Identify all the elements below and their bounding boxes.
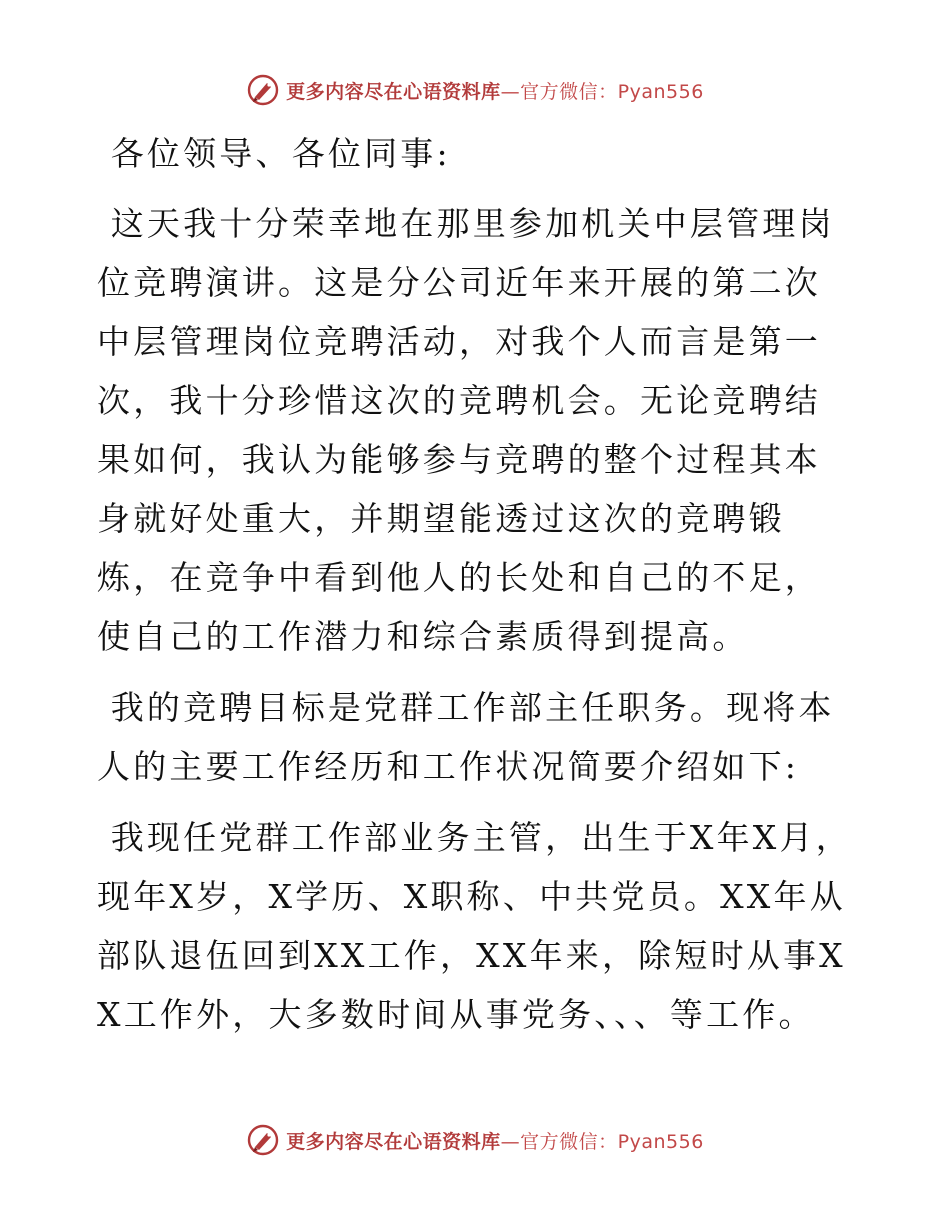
pen-nib-logo-icon: [246, 73, 280, 107]
document-body: [97, 124, 857, 1044]
paragraph: 我现任党群工作部业务主管，出生于X年X月，现年X岁，X学历、X职称、中共党员。XX年从部队退伍回到XX工作，XX年来，除短时从事XX工作外，大多数时间从事党务、、、等工作。: [97, 818, 852, 1034]
paragraph: 我的竞聘目标是党群工作部主任职务。现将本人的主要工作经历和工作状况简要介绍如下:: [97, 688, 835, 786]
watermark-footer: [0, 1120, 950, 1160]
salutation: 各位领导、各位同事:: [97, 134, 451, 173]
watermark-text: 更多内容尽在心语资料库—官方微信：Pyan556: [286, 80, 704, 103]
watermark-text: 更多内容尽在心语资料库—官方微信：Pyan556: [286, 1130, 704, 1153]
pen-nib-logo-icon: [246, 1123, 280, 1157]
paragraph: 这天我十分荣幸地在那里参加机关中层管理岗位竞聘演讲。这是分公司近年来开展的第二次中层管理岗位竞聘活动，对我个人而言是第一次，我十分珍惜这次的竞聘机会。无论竞聘结果如何，我认为能够参与竞聘的整个过程其本身就好处重大，并期望能透过这次的竞聘锻炼，在竞争中看到他人的长处和自己的不足，使自己的工作潜力和综合素质得到提高。: [97, 204, 835, 656]
watermark-header: [0, 70, 950, 110]
